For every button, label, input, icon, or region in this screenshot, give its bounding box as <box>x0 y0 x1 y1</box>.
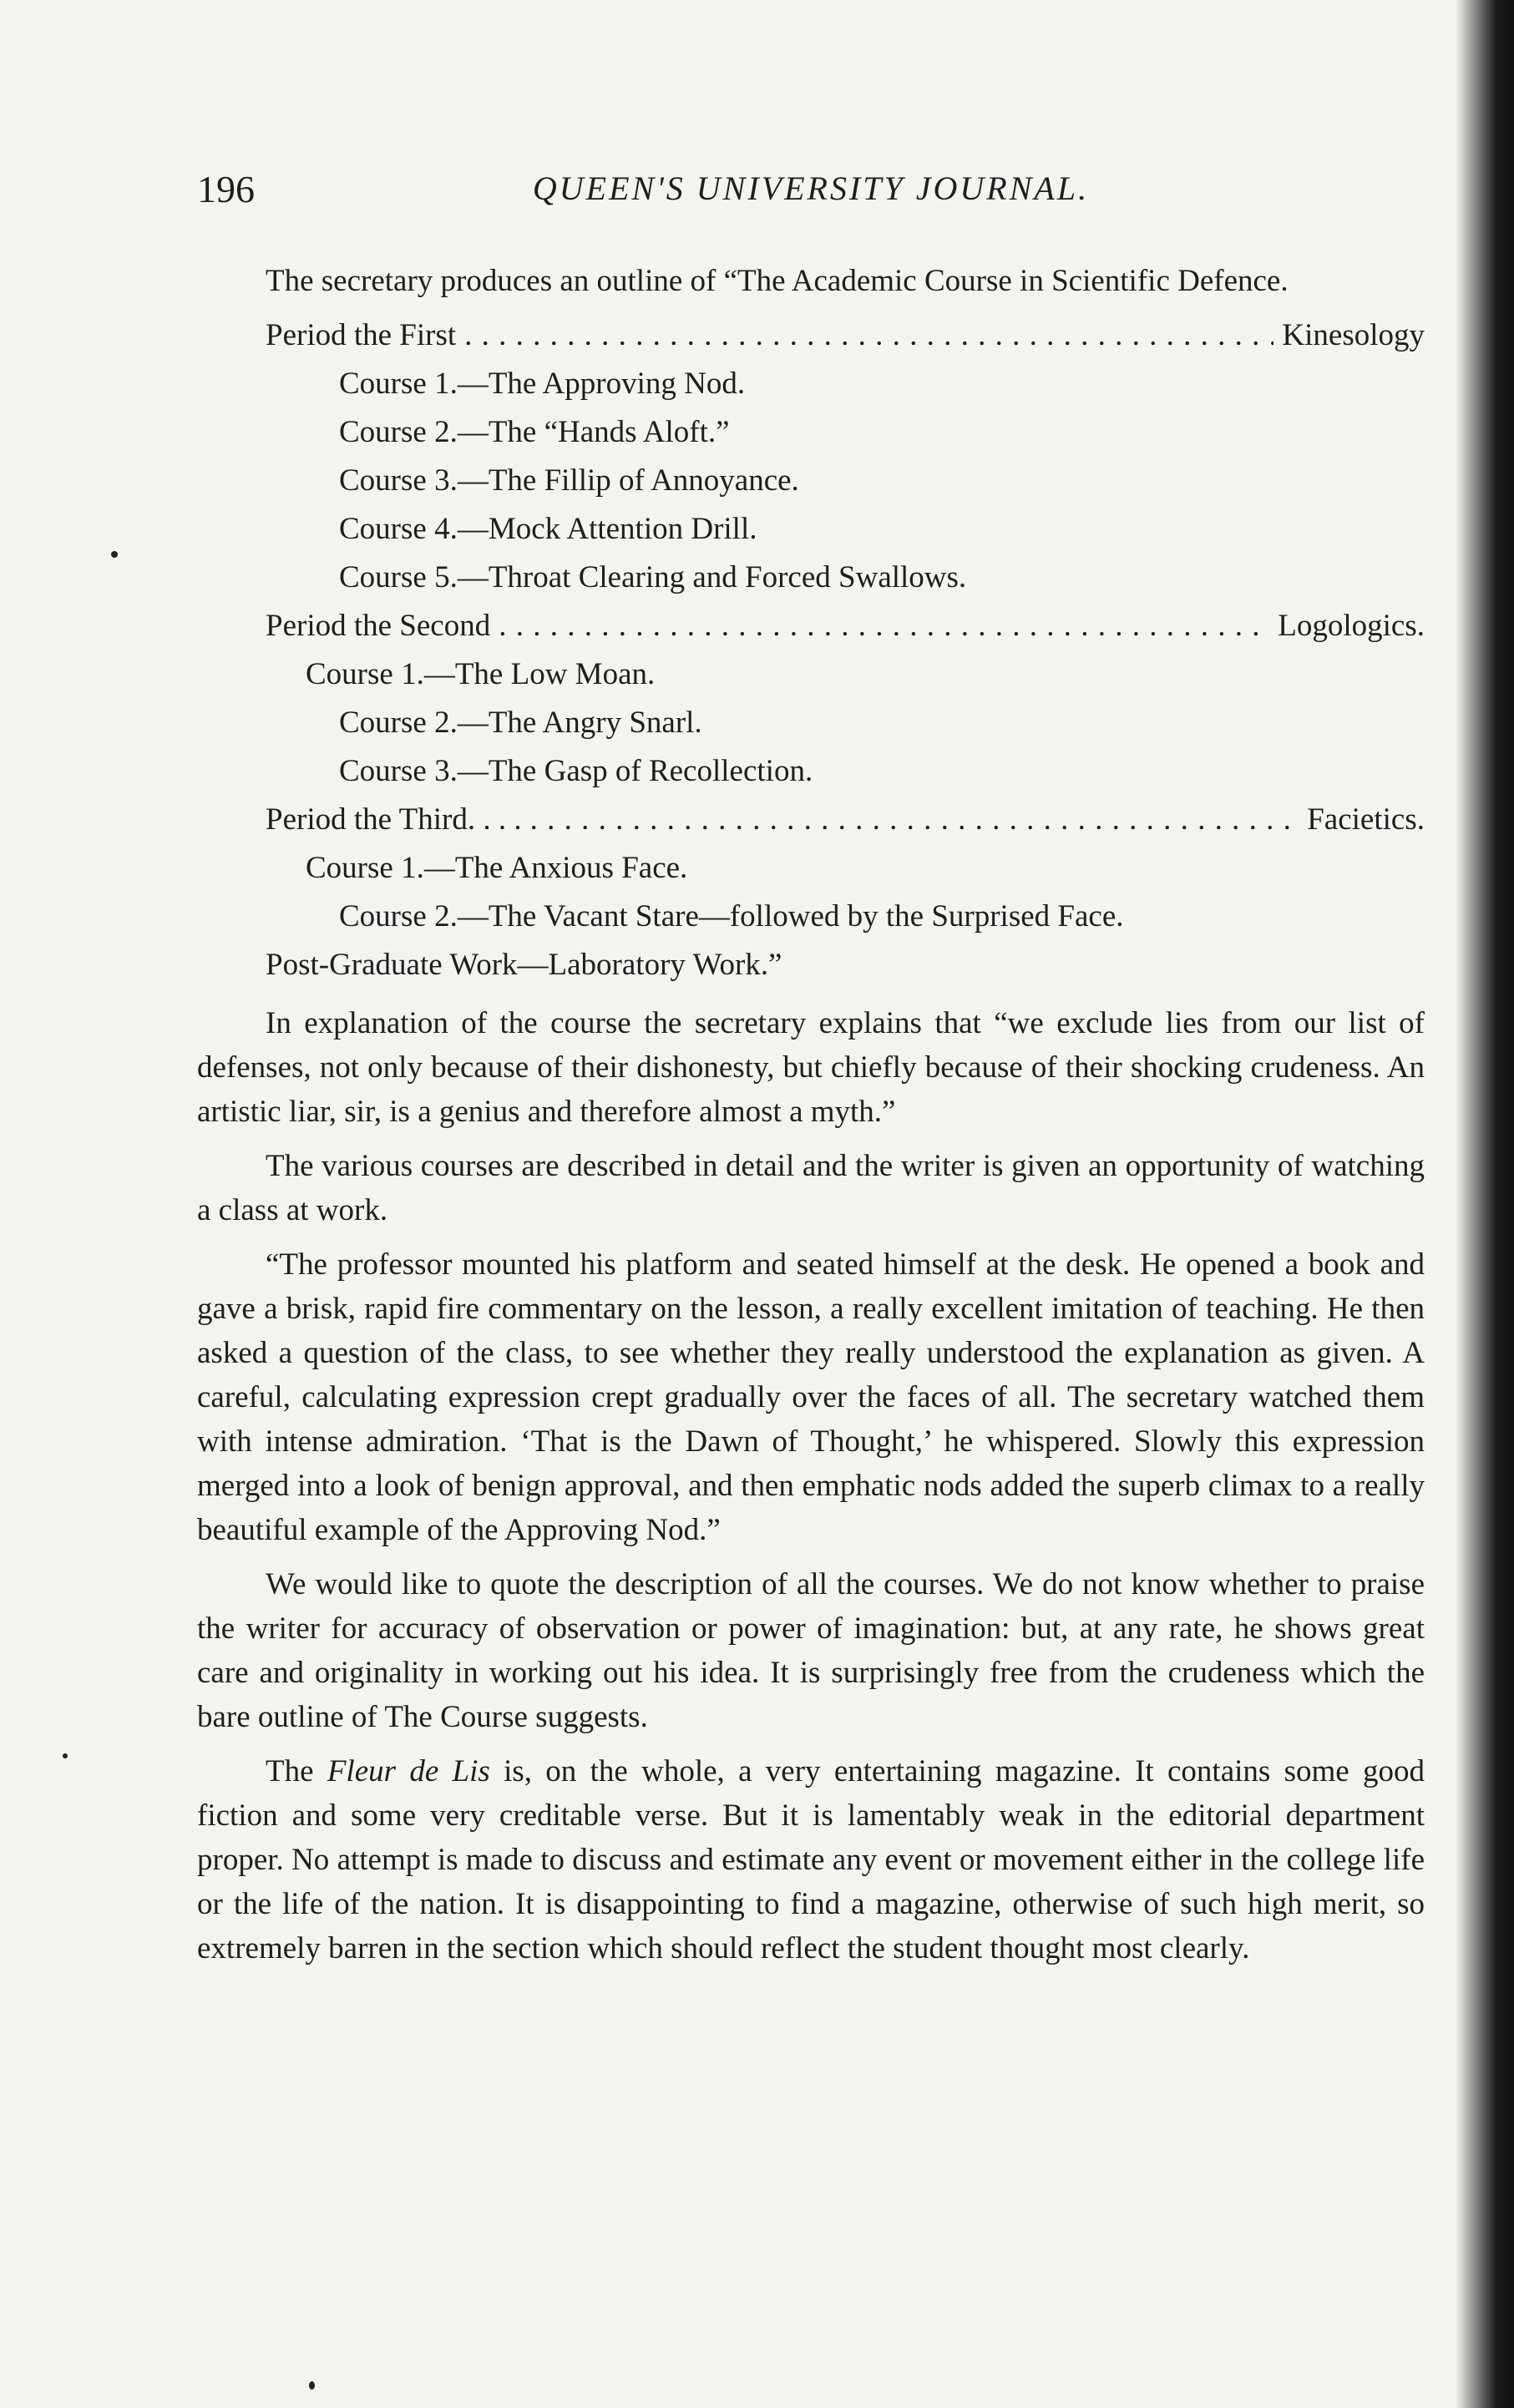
period-label: Period the First <box>266 318 457 352</box>
page-number: 196 <box>197 168 255 210</box>
text-run: is, on the whole, a very entertaining magazine. It contains some good fiction and some very creditable verse. But it is lamentably weak in the editorial department proper. No attempt is made to discuss and estimate any event or movement either in the college life or the life of the nation. It is disappointing to find a magazine, otherwise of such high merit, so extremely barren in the section which should reflect the student thought most clearly. <box>197 1754 1425 1965</box>
course-item: Course 3.—The Fillip of Annoyance. <box>339 463 799 498</box>
course-item: Course 5.—Throat Clearing and Forced Swallows. <box>339 560 967 594</box>
ink-speck <box>63 1753 68 1758</box>
paragraph-fleur-de-lis <box>197 1749 1425 1970</box>
ink-speck <box>111 551 118 558</box>
paragraph-explanation: In explanation of the course the secretary explains that “we exclude lies from our list of defenses, not only because of their dishonesty, but chiefly because of their shocking crudeness. An artistic liar, sir, is a genius and therefore almost a myth.” <box>197 1006 1425 1129</box>
journal-page <box>197 167 1425 1981</box>
period-first <box>197 313 1425 362</box>
dot-leader <box>499 604 1269 648</box>
course-outline <box>197 313 1425 991</box>
paragraph-courses: The various courses are described in detail and the writer is given an opportunity of watching a class at work. <box>197 1149 1425 1227</box>
course-item: Course 2.—The Vacant Stare—followed by the Surprised Face. <box>339 899 1124 933</box>
course-item: Course 1.—The Approving Nod. <box>339 367 746 401</box>
course-item: Course 1.—The Anxious Face. <box>306 851 688 885</box>
period-second <box>197 604 1425 652</box>
period-subject: Kinesology <box>1282 318 1425 352</box>
period-subject: Logologics. <box>1278 609 1425 643</box>
course-item: Course 1.—The Low Moan. <box>306 657 656 691</box>
period-label: Period the Second <box>266 609 491 643</box>
dot-leader <box>464 313 1273 357</box>
post-graduate-line: Post-Graduate Work—Laboratory Work.” <box>266 948 782 982</box>
period-subject: Facietics. <box>1307 802 1425 837</box>
paragraph-quote: We would like to quote the description of all the courses. We do not know whether to praise the writer for accuracy of observation or power of imagination: but, at any rate, he shows great care and originality in working out his idea. It is surprisingly free from the crudeness which the bare outline of The Course suggests. <box>197 1567 1425 1734</box>
magazine-title: Fleur de Lis <box>327 1754 490 1788</box>
period-label: Period the Third. . . . <box>266 802 522 837</box>
ink-speck <box>309 2381 315 2390</box>
course-item: Course 4.—Mock Attention Drill. <box>339 512 757 546</box>
course-item: Course 2.—The “Hands Aloft.” <box>339 415 730 449</box>
paragraph-professor: “The professor mounted his platform and seated himself at the desk. He opened a book and gave a brisk, rapid fire commentary on the lesson, a really excellent imitation of teaching. He then asked a question of the class, to see whether they really understood the explanation as given. A careful, calculating expression crept gradually over the faces of all. The secretary watched them with intense admiration. ‘That is the Dawn of Thought,’ he whispered. Slowly this expression merged into a look of benign approval, and then emphatic nods added the superb climax to a really beautiful example of the Approving Nod.” <box>197 1247 1425 1547</box>
running-head <box>197 167 1425 225</box>
text-run: The <box>266 1754 327 1788</box>
course-item: Course 3.—The Gasp of Recollection. <box>339 754 813 788</box>
period-third <box>197 797 1425 846</box>
article-body <box>197 259 1425 1970</box>
dot-leader <box>530 797 1299 842</box>
journal-title: QUEEN'S UNIVERSITY JOURNAL. <box>532 169 1090 207</box>
course-item: Course 2.—The Angry Snarl. <box>339 706 702 740</box>
binding-shadow <box>1456 0 1514 2408</box>
intro-paragraph: The secretary produces an outline of “The Academic Course in Scientific Defence. <box>266 264 1289 298</box>
